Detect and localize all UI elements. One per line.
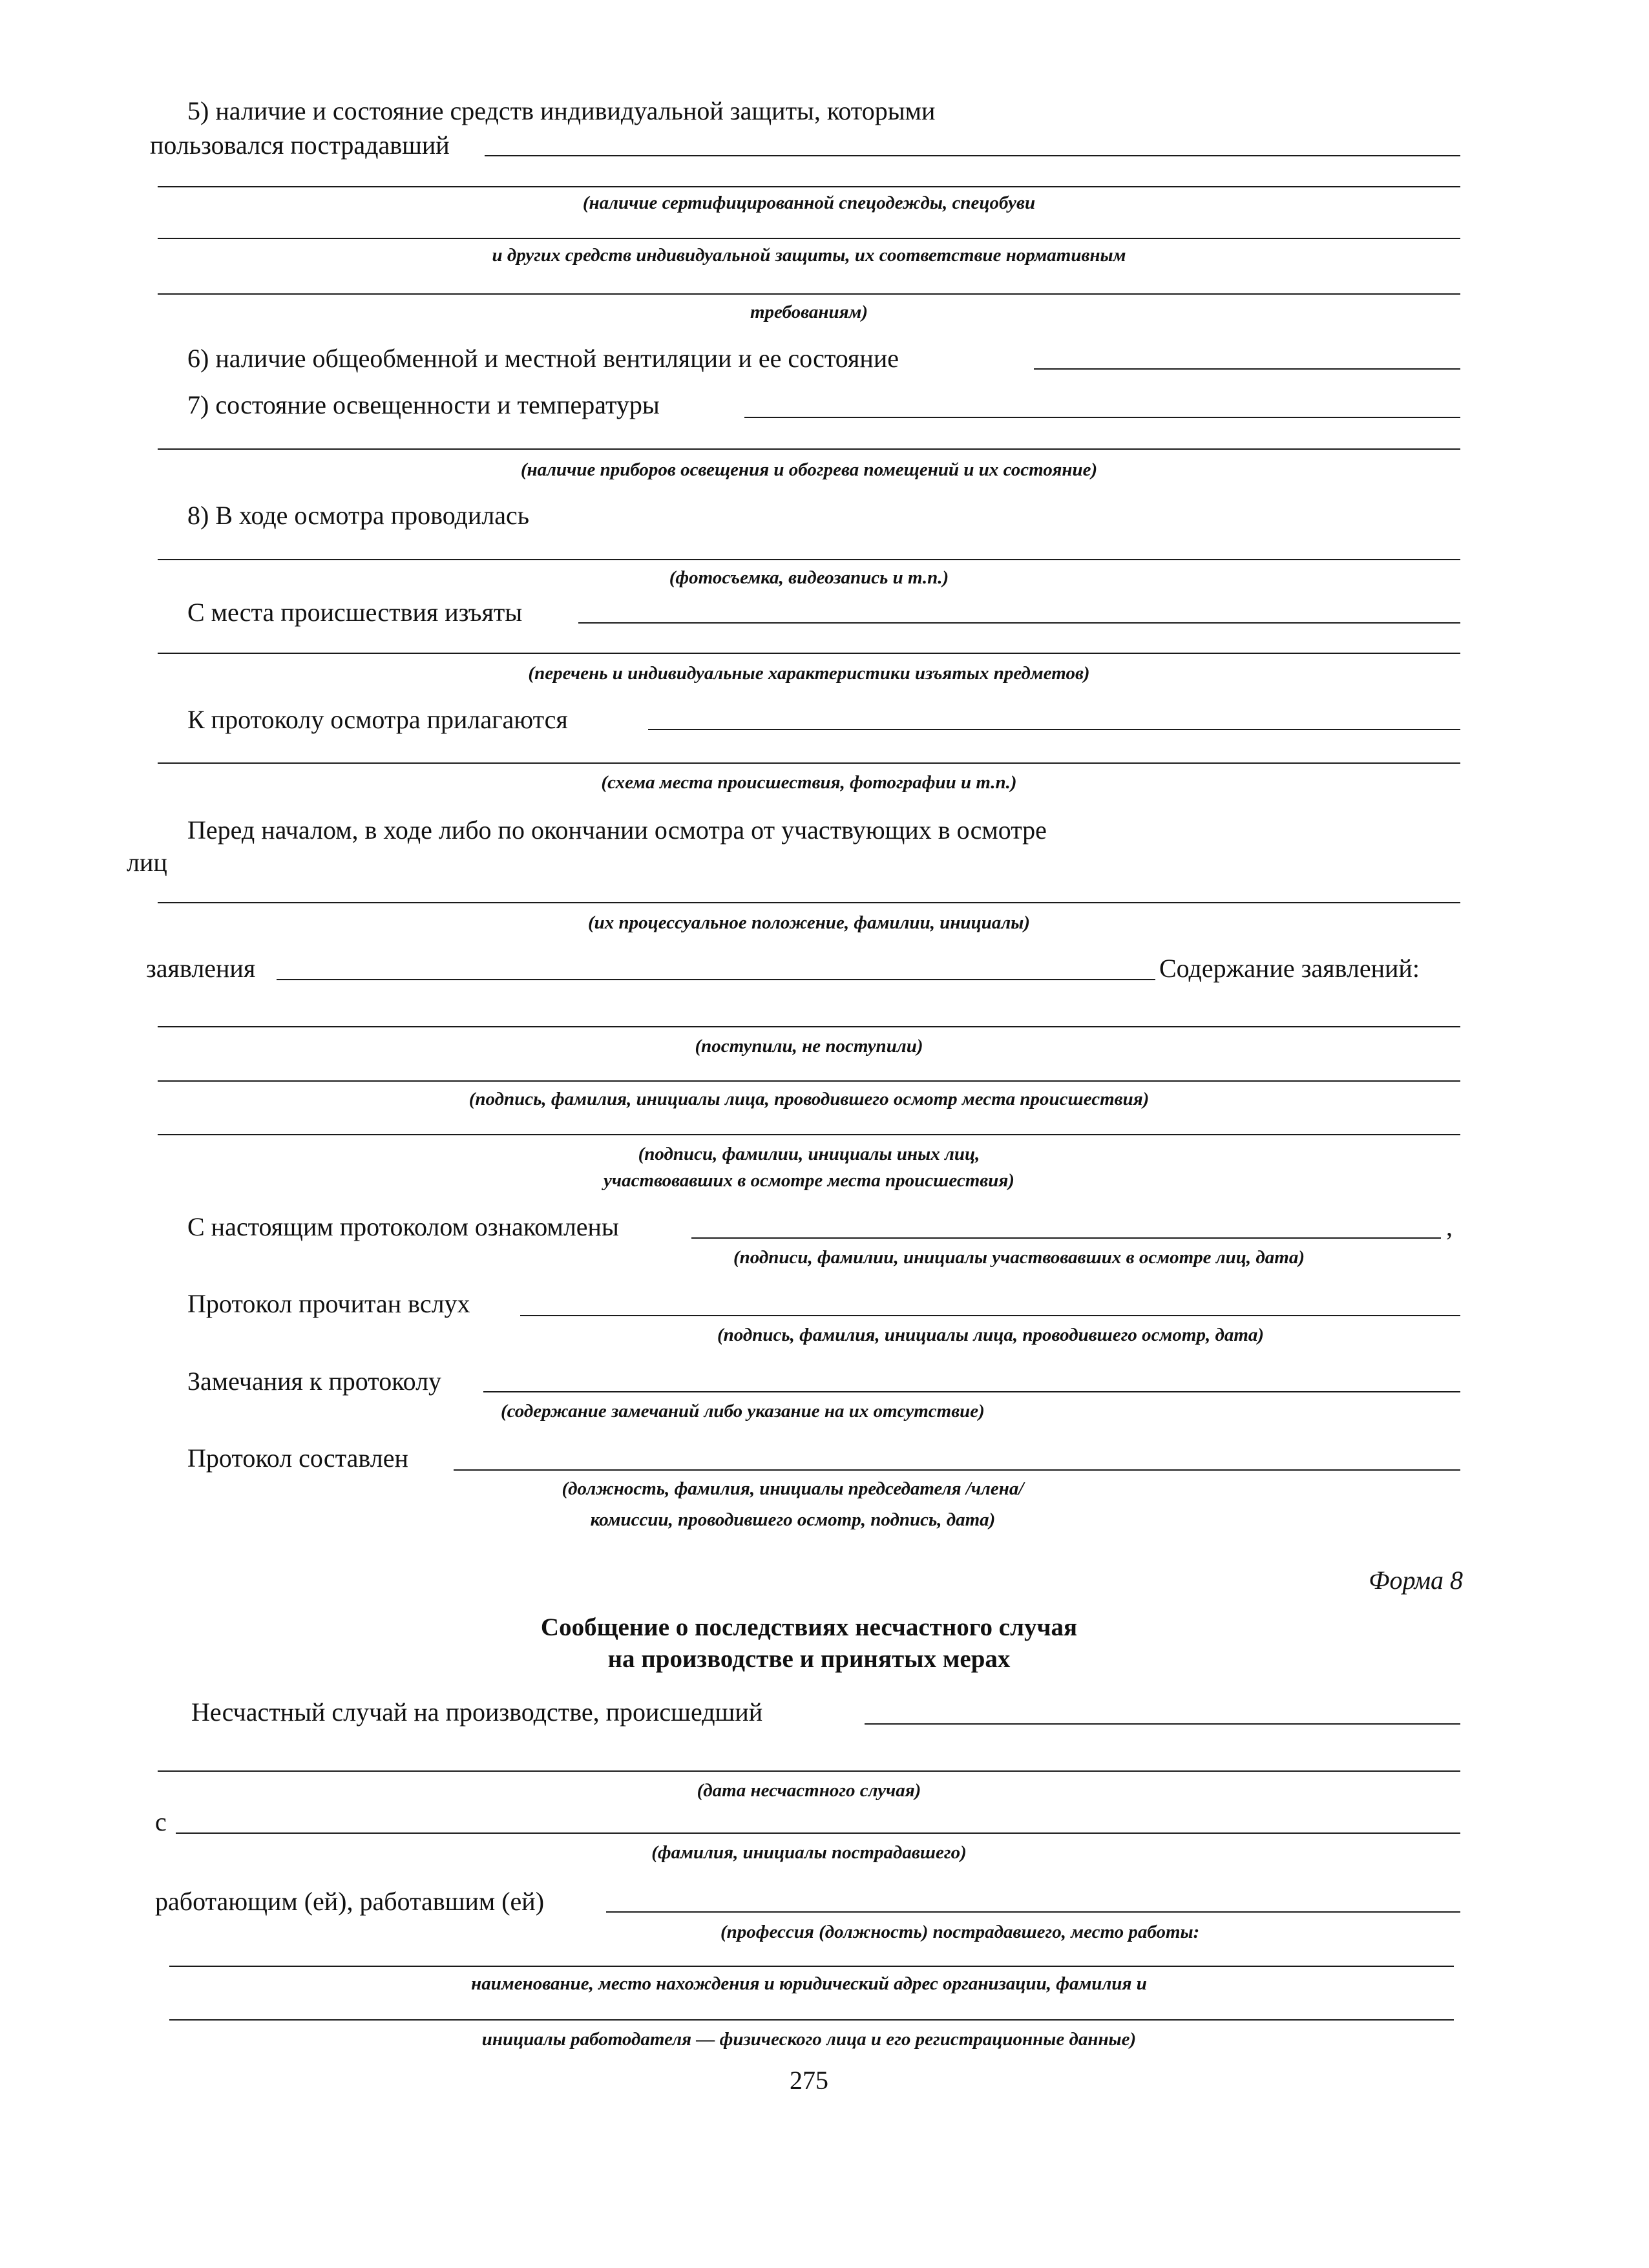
attached-field-line-2[interactable] <box>158 762 1460 764</box>
seized-label: С места происшествия изъяты <box>187 598 523 627</box>
others-signature-line[interactable] <box>158 1134 1460 1135</box>
inspector-signature-line[interactable] <box>158 1080 1460 1082</box>
form8-title-2: на производстве и принятых мерах <box>607 1645 1011 1673</box>
read-aloud-label: Протокол прочитан вслух <box>187 1289 470 1318</box>
attached-label: К протоколу осмотра прилагаются <box>187 705 568 734</box>
others-signature-hint-2: участвовавших в осмотре места происшествия) <box>604 1170 1014 1191</box>
item7-label: 7) состояние освещенности и температуры <box>187 390 660 419</box>
compiled-hint-2: комиссии, проводившего осмотр, подпись, дата) <box>590 1509 996 1530</box>
seized-field-line[interactable] <box>578 622 1460 624</box>
page-number: 275 <box>790 2066 828 2095</box>
compiled-field-line[interactable] <box>454 1469 1460 1471</box>
statements-content-line[interactable] <box>158 1026 1460 1027</box>
item5-hint-1: (наличие сертифицированной спецодежды, спецобуви <box>582 193 1036 213</box>
item5-field-line-4[interactable] <box>158 293 1460 295</box>
working-field-line[interactable] <box>606 1911 1460 1913</box>
item5-field-line-2[interactable] <box>158 186 1460 187</box>
attached-hint: (схема места происшествия, фотографии и т.п.) <box>601 772 1017 793</box>
item7-field-line[interactable] <box>744 417 1460 418</box>
item5-hint-2: и других средств индивидуальной защиты, их соответствие нормативным <box>492 245 1126 266</box>
remarks-hint: (содержание замечаний либо указание на их отсутствие) <box>501 1401 985 1422</box>
acquainted-hint: (подписи, фамилии, инициалы участвовавших в осмотре лиц, дата) <box>733 1247 1305 1268</box>
read-aloud-hint: (подпись, фамилия, инициалы лица, проводившего осмотр, дата) <box>717 1325 1265 1345</box>
item5-field-line[interactable] <box>485 155 1460 156</box>
item7-field-line-2[interactable] <box>158 448 1460 450</box>
victim-hint: (фамилия, инициалы пострадавшего) <box>651 1842 967 1863</box>
item6-label: 6) наличие общеобменной и местной вентиляции и ее состояние <box>187 344 899 373</box>
item7-hint: (наличие приборов освещения и обогрева помещений и их состояние) <box>520 459 1098 480</box>
item5-hint-3: требованиям) <box>750 302 868 322</box>
others-signature-hint-1: (подписи, фамилии, инициалы иных лиц, <box>638 1144 980 1164</box>
accident-date-line[interactable] <box>158 1770 1460 1772</box>
acquainted-comma: , <box>1446 1212 1453 1241</box>
item8-label: 8) В ходе осмотра проводилась <box>187 501 530 530</box>
form8-label: Форма 8 <box>1369 1566 1463 1595</box>
compiled-label: Протокол составлен <box>187 1444 408 1473</box>
item5-field-line-3[interactable] <box>158 238 1460 239</box>
compiled-hint-1: (должность, фамилия, инициалы председателя /члена/ <box>562 1478 1024 1499</box>
working-hint-3: инициалы работодателя — физического лица и его регистрационные данные) <box>481 2029 1137 2050</box>
remarks-label: Замечания к протоколу <box>187 1367 442 1396</box>
working-label: работающим (ей), работавшим (ей) <box>155 1887 545 1916</box>
statements-line1: Перед началом, в ходе либо по окончании осмотра от участвующих в осмотре <box>187 815 1047 845</box>
inspector-signature-hint: (подпись, фамилия, инициалы лица, проводившего осмотр места происшествия) <box>468 1089 1150 1109</box>
working-field-line-3[interactable] <box>169 2019 1454 2021</box>
working-field-line-2[interactable] <box>169 1966 1454 1967</box>
remarks-field-line[interactable] <box>483 1391 1460 1392</box>
with-label: с <box>155 1807 167 1836</box>
statements-field-line[interactable] <box>277 979 1155 980</box>
item6-field-line[interactable] <box>1034 368 1460 370</box>
acquainted-label: С настоящим протоколом ознакомлены <box>187 1212 619 1241</box>
seized-field-line-2[interactable] <box>158 653 1460 654</box>
item5-line2: пользовался пострадавший <box>150 131 450 160</box>
accident-label: Несчастный случай на производстве, происшедший <box>191 1697 763 1727</box>
attached-field-line[interactable] <box>648 729 1460 730</box>
seized-hint: (перечень и индивидуальные характеристики изъятых предметов) <box>528 663 1090 684</box>
accident-date-hint: (дата несчастного случая) <box>697 1780 921 1801</box>
item8-field-line[interactable] <box>158 559 1460 560</box>
working-hint-1: (профессия (должность) пострадавшего, место работы: <box>720 1922 1200 1942</box>
working-hint-2: наименование, место нахождения и юридический адрес организации, фамилия и <box>471 1973 1147 1994</box>
statements-label: заявления <box>146 954 256 983</box>
statements-persons-hint: (их процессуальное положение, фамилии, инициалы) <box>588 912 1030 933</box>
statements-line2: лиц <box>127 848 167 877</box>
acquainted-field-line[interactable] <box>691 1237 1441 1239</box>
read-aloud-field-line[interactable] <box>520 1315 1460 1316</box>
accident-field-line[interactable] <box>865 1723 1460 1725</box>
victim-field-line[interactable] <box>176 1832 1460 1834</box>
statements-content-label: Содержание заявлений: <box>1159 954 1420 983</box>
item5-line1: 5) наличие и состояние средств индивидуальной защиты, которыми <box>187 96 936 125</box>
statements-persons-line[interactable] <box>158 902 1460 903</box>
form8-title-1: Сообщение о последствиях несчастного случая <box>540 1613 1078 1641</box>
statements-received-hint: (поступили, не поступили) <box>695 1036 923 1056</box>
item8-hint: (фотосъемка, видеозапись и т.п.) <box>669 567 949 588</box>
